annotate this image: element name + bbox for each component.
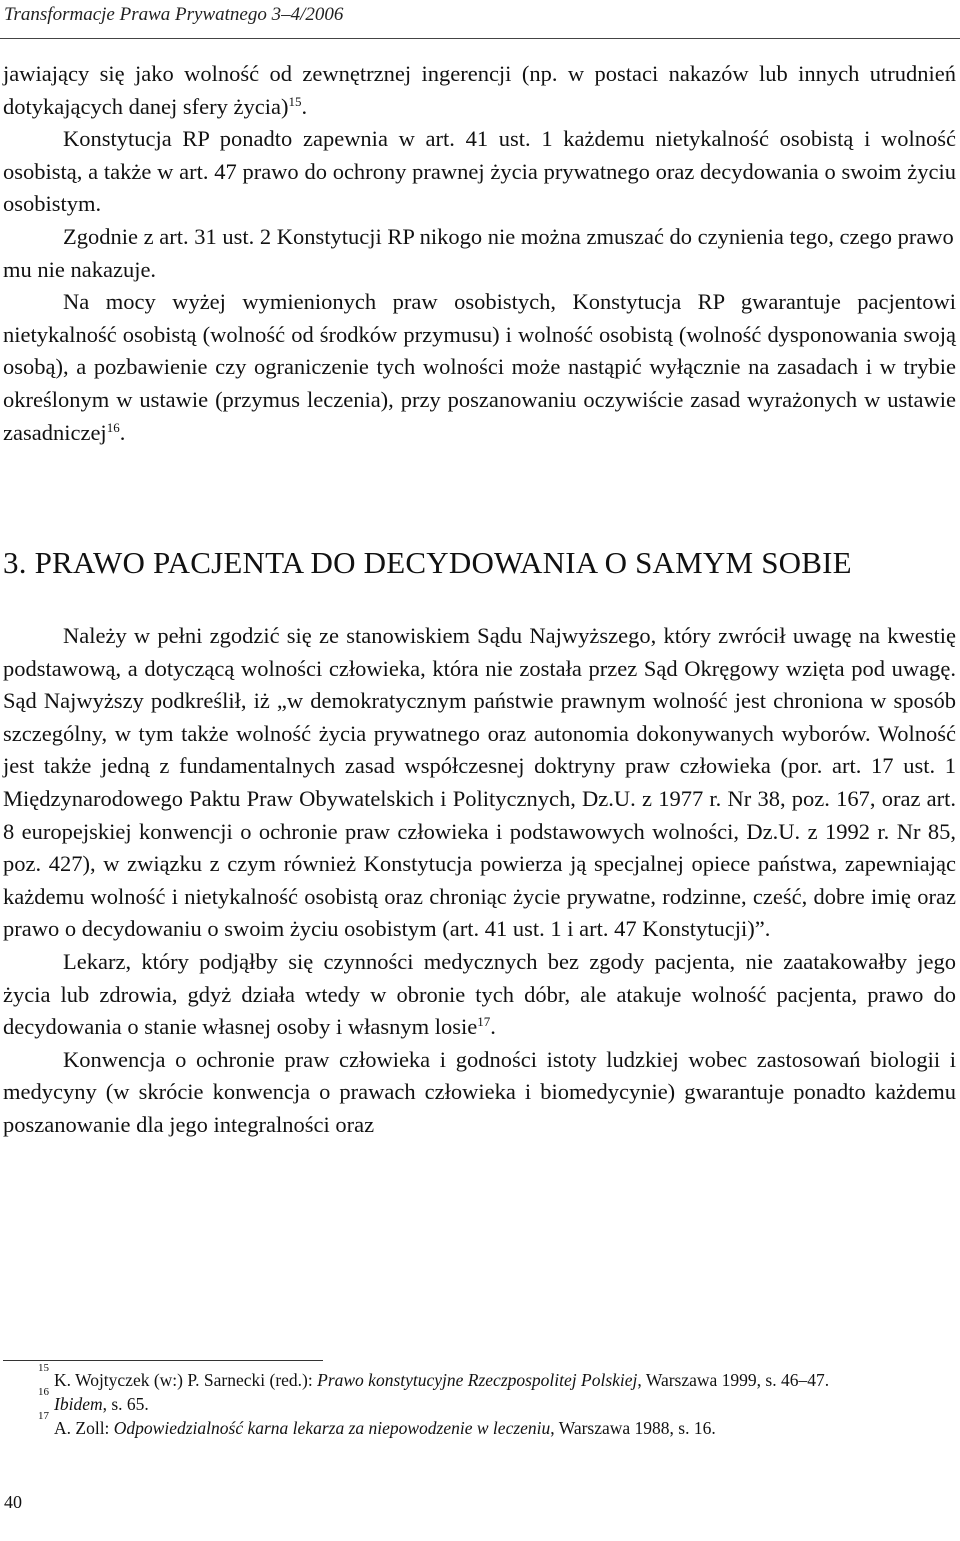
page-number: 40 <box>4 1492 22 1512</box>
footnote-ref-17[interactable]: 17 <box>477 1014 491 1030</box>
footnote-separator <box>3 1360 323 1361</box>
paragraph-continued: jawiający się jako wolność od zewnętrznej ingerencji (np. w postaci nakazów lub innych utrudnień dotykających danej sfery życia)$^{15}$. <box>3 61 956 119</box>
paragraph-doctor: Lekarz, który podjąłby się czynności medycznych bez zgody pacjenta, nie zaatakowałby jego życia lub zdrowia, gdyż działa wtedy w obronie tych dóbr, ale atakuje wolność pacjenta, prawo do decydowania o stanie własnej osoby i własnym losie$^{17}$. <box>3 948 956 1040</box>
footnote-15: 15 K. Wojtyczek (w:) P. Sarnecki (red.): Prawo konstytucyjne Rzeczpospolitej Polskiej, Warszawa 1999, s. 46–47. <box>38 1362 830 1390</box>
footnotes <box>38 1362 960 1440</box>
paragraph-patient-rights: Na mocy wyżej wymienionych praw osobistych, Konstytucja RP gwarantuje pacjentowi nietykalność osobistą (wolność od środków przymusu) i wolność osobistą (wolność dysponowania swoją osobą), a pozbawienie czy ograniczenie tych wolności może nastąpić wyłącznie na zasadach i w trybie określonym w ustawie (przymus leczenia), przy poszanowaniu oczywiście zasad wyrażonych w ustawie zasadniczej$^{16}$. <box>3 289 956 445</box>
header-rule <box>0 38 960 39</box>
section-heading: 3. PRAWO PACJENTA DO DECYDOWANIA O SAMYM SOBIE <box>3 545 852 580</box>
paragraph-supreme-court: Należy w pełni zgodzić się ze stanowiskiem Sądu Najwyższego, który zwrócił uwagę na kwestię podstawową, a dotyczącą wolności człowieka, która nie została przez Sąd Okręgowy wzięta pod uwagę. Sąd Najwyższy podkreślił, iż „w demokratycznym państwie prawnym wolność jest chroniona w sposób szczególny, w tym także wolność życia prywatnego oraz autonomia dokonywanych wyborów. Wolność jest także jedną z fundamentalnych zasad współczesnej doktryny praw człowieka (por. art. 17 ust. 1 Międzynarodowego Paktu Praw Obywatelskich i Politycznych, Dz.U. z 1977 r. Nr 38, poz. 167, oraz art. 8 europejskiej konwencji o ochronie praw człowieka i podstawowych wolności, Dz.U. z 1992 r. Nr 85, poz. 427), w związku z czym również Konstytucja powierza ją specjalnej opiece państwa, zapewniając każdemu wolność i nietykalność osobistą oraz chroniąc życie prywatne, rodzinne, cześć, dobre imię oraz prawo o decydowaniu o swoim życiu osobistym (art. 41 ust. 1 i art. 47 Konstytucji)”. <box>3 623 956 942</box>
footnote-16: 16 Ibidem, s. 65. <box>38 1386 149 1414</box>
section-1-body <box>3 58 956 449</box>
section-2-body <box>3 620 956 1142</box>
running-header: Transformacje Prawa Prywatnego 3–4/2006 <box>4 4 344 25</box>
paragraph-convention: Konwencja o ochronie praw człowieka i godności istoty ludzkiej wobec zastosowań biologii i medycyny (w skrócie konwencja o prawach człowieka i biomedycynie) gwarantuje ponadto każdemu poszanowanie dla jego integralności oraz <box>3 1046 956 1137</box>
footnote-17: 17 A. Zoll: Odpowiedzialność karna lekarza za niepowodzenie w leczeniu, Warszawa 1988, s. 16. <box>38 1410 716 1438</box>
paragraph-constitution-art31: Zgodnie z art. 31 ust. 2 Konstytucji RP nikogo nie można zmuszać do czynienia tego, czego prawo mu nie nakazuje. <box>3 223 954 282</box>
footnote-title: Odpowiedzialność karna lekarza za niepowodzenie w leczeniu <box>113 1418 551 1438</box>
footnote-title: Ibidem <box>54 1394 103 1414</box>
footnote-ref-15[interactable]: 15 <box>288 93 302 109</box>
paragraph-constitution-art41: Konstytucja RP ponadto zapewnia w art. 41 ust. 1 każdemu nietykalność osobistą i wolność osobistą, a także w art. 47 prawo do ochrony prawnej życia prywatnego oraz decydowania o swoim życiu osobistym. <box>3 126 956 217</box>
footnote-title: Prawo konstytucyjne Rzeczpospolitej Polskiej <box>317 1370 638 1390</box>
footnote-ref-16[interactable]: 16 <box>106 419 120 435</box>
